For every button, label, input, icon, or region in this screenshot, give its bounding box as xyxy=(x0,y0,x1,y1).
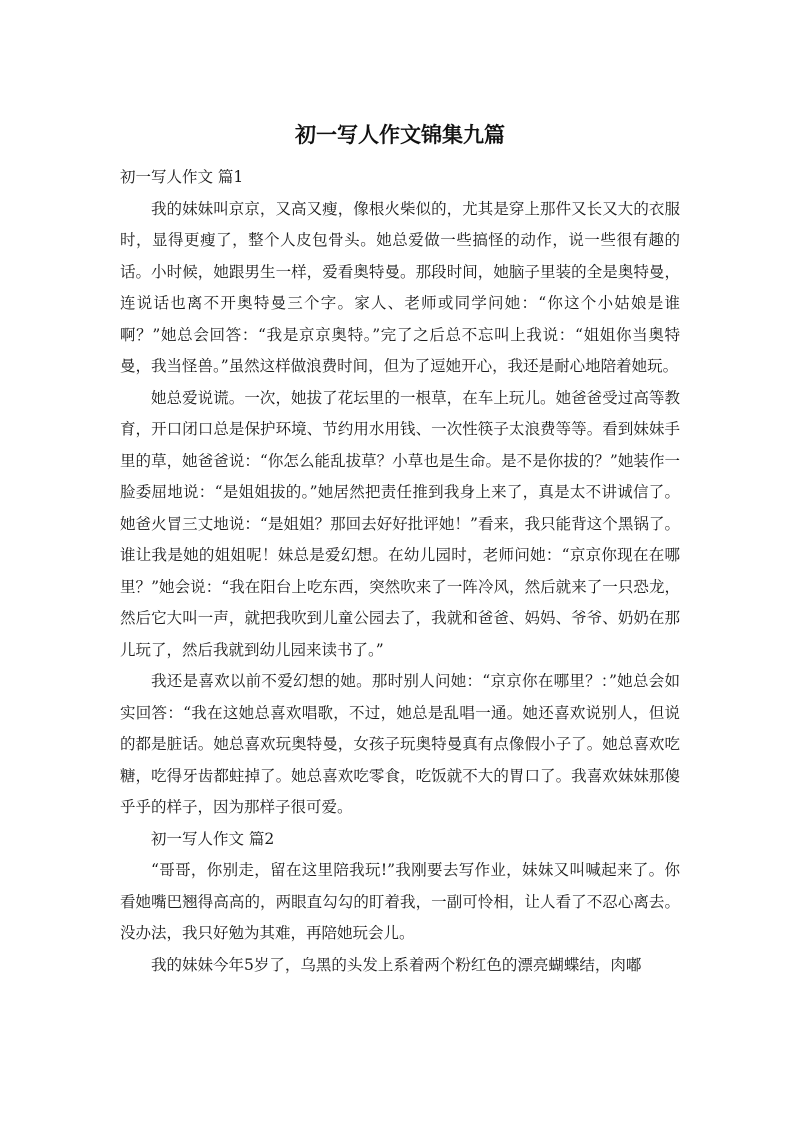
paragraph: 我的妹妹今年5岁了，乌黑的头发上系着两个粉红色的漂亮蝴蝶结，肉嘟 xyxy=(151,955,642,974)
section-heading: 初一写人作文 篇1 xyxy=(120,168,244,186)
paragraph: 我还是喜欢以前不爱幻想的她。那时别人问她：“京京你在哪里？：”她总会如实回答：“我在这她总喜欢唱歌，不过，她总是乱唱一通。她还喜欢说别人，但说的都是脏话。她总喜欢玩奥特曼，女孩子玩奥特曼真有点像假小子了。她总喜欢吃糖，吃得牙齿都蛀掉了。她总喜欢吃零食，吃饭就不大的胃口了。我喜欢妹妹那傻乎乎的样子，因为那样子很可爱。 xyxy=(120,672,680,816)
paragraph: “哥哥，你别走，留在这里陪我玩!”我刚要去写作业，妹妹又叫喊起来了。你看她嘴巴翘得高高的，两眼直勾勾的盯着我，一副可怜相，让人看了不忍心离去。没办法，我只好勉为其难，再陪她玩会儿。 xyxy=(120,861,680,942)
paragraph: 我的妹妹叫京京，又高又瘦，像根火柴似的，尤其是穿上那件又长又大的衣服时，显得更瘦了，整个人皮包骨头。她总爱做一些搞怪的动作，说一些很有趣的话。小时候，她跟男生一样，爱看奥特曼。那段时间，她脑子里装的全是奥特曼，连说话也离不开奥特曼三个字。家人、老师或同学问她：“你这个小姑娘是谁啊？”她总会回答：“我是京京奥特。”完了之后总不忘叫上我说：“姐姐你当奥特曼，我当怪兽。”虽然这样做浪费时间，但为了逗她开心，我还是耐心地陪着她玩。 xyxy=(120,199,680,375)
document-title: 初一写人作文锦集九篇 xyxy=(295,123,505,147)
document-page xyxy=(120,118,680,981)
section-1 xyxy=(120,162,680,824)
section-heading: 初一写人作文 篇2 xyxy=(151,829,275,848)
section-2 xyxy=(120,824,680,982)
paragraph: 她总爱说谎。一次，她拔了花坛里的一根草，在车上玩儿。她爸爸受过高等教育，开口闭口总是保护环境、节约用水用钱、一次性筷子太浪费等等。看到妹妹手里的草，她爸爸说：“你怎么能乱拔草？小草也是生命。是不是你拔的？”她装作一脸委屈地说：“是姐姐拔的。”她居然把责任推到我身上来了，真是太不讲诚信了。她爸火冒三丈地说：“是姐姐？那回去好好批评她！”看来，我只能背这个黑锅了。谁让我是她的姐姐呢！妹总是爱幻想。在幼儿园时，老师问她：“京京你现在在哪里？”她会说：“我在阳台上吃东西，突然吹来了一阵冷风，然后就来了一只恐龙，然后它大叫一声，就把我吹到儿童公园去了，我就和爸爸、妈妈、爷爷、奶奶在那儿玩了，然后我就到幼儿园来读书了。” xyxy=(120,388,680,659)
